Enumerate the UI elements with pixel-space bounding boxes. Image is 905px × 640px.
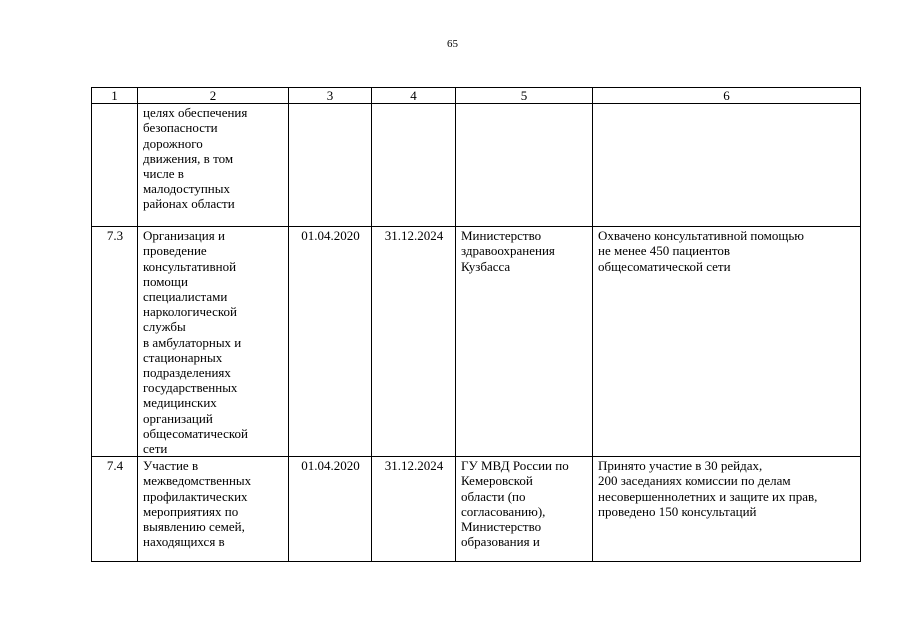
table-row bbox=[92, 227, 861, 457]
column-header: 2 bbox=[138, 88, 289, 104]
executor-cell: Министерство здравоохранения Кузбасса bbox=[456, 227, 593, 457]
start-date-cell: 01.04.2020 bbox=[289, 457, 372, 562]
page-number: 65 bbox=[447, 38, 458, 50]
table-row bbox=[92, 104, 861, 227]
measure-cell: Организация и проведение консультативной помощи специалистами наркологической службы в амбулаторных и стационарных подразделениях государственных медицинских организаций общесоматической сети bbox=[138, 227, 289, 457]
column-header: 1 bbox=[92, 88, 138, 104]
row-number-cell: 7.4 bbox=[92, 457, 138, 562]
result-cell bbox=[593, 104, 861, 227]
row-number-cell: 7.3 bbox=[92, 227, 138, 457]
executor-cell bbox=[456, 104, 593, 227]
end-date-cell: 31.12.2024 bbox=[372, 227, 456, 457]
start-date-cell: 01.04.2020 bbox=[289, 227, 372, 457]
start-date-cell bbox=[289, 104, 372, 227]
executor-cell: ГУ МВД России по Кемеровской области (по согласованию), Министерство образования и bbox=[456, 457, 593, 562]
column-header: 5 bbox=[456, 88, 593, 104]
end-date-cell: 31.12.2024 bbox=[372, 457, 456, 562]
table-row bbox=[92, 457, 861, 562]
column-header: 6 bbox=[593, 88, 861, 104]
measure-cell: Участие в межведомственных профилактических мероприятиях по выявлению семей, находящихся в bbox=[138, 457, 289, 562]
measure-cell: целях обеспечения безопасности дорожного движения, в том числе в малодоступных районах области bbox=[138, 104, 289, 227]
measures-table bbox=[91, 87, 861, 562]
column-header: 4 bbox=[372, 88, 456, 104]
row-number-cell bbox=[92, 104, 138, 227]
end-date-cell bbox=[372, 104, 456, 227]
result-cell: Принято участие в 30 рейдах, 200 заседаниях комиссии по делам несовершеннолетних и защите их прав, проведено 150 консультаций bbox=[593, 457, 861, 562]
table-header-row bbox=[92, 88, 861, 104]
result-cell: Охвачено консультативной помощью не менее 450 пациентов общесоматической сети bbox=[593, 227, 861, 457]
column-header: 3 bbox=[289, 88, 372, 104]
